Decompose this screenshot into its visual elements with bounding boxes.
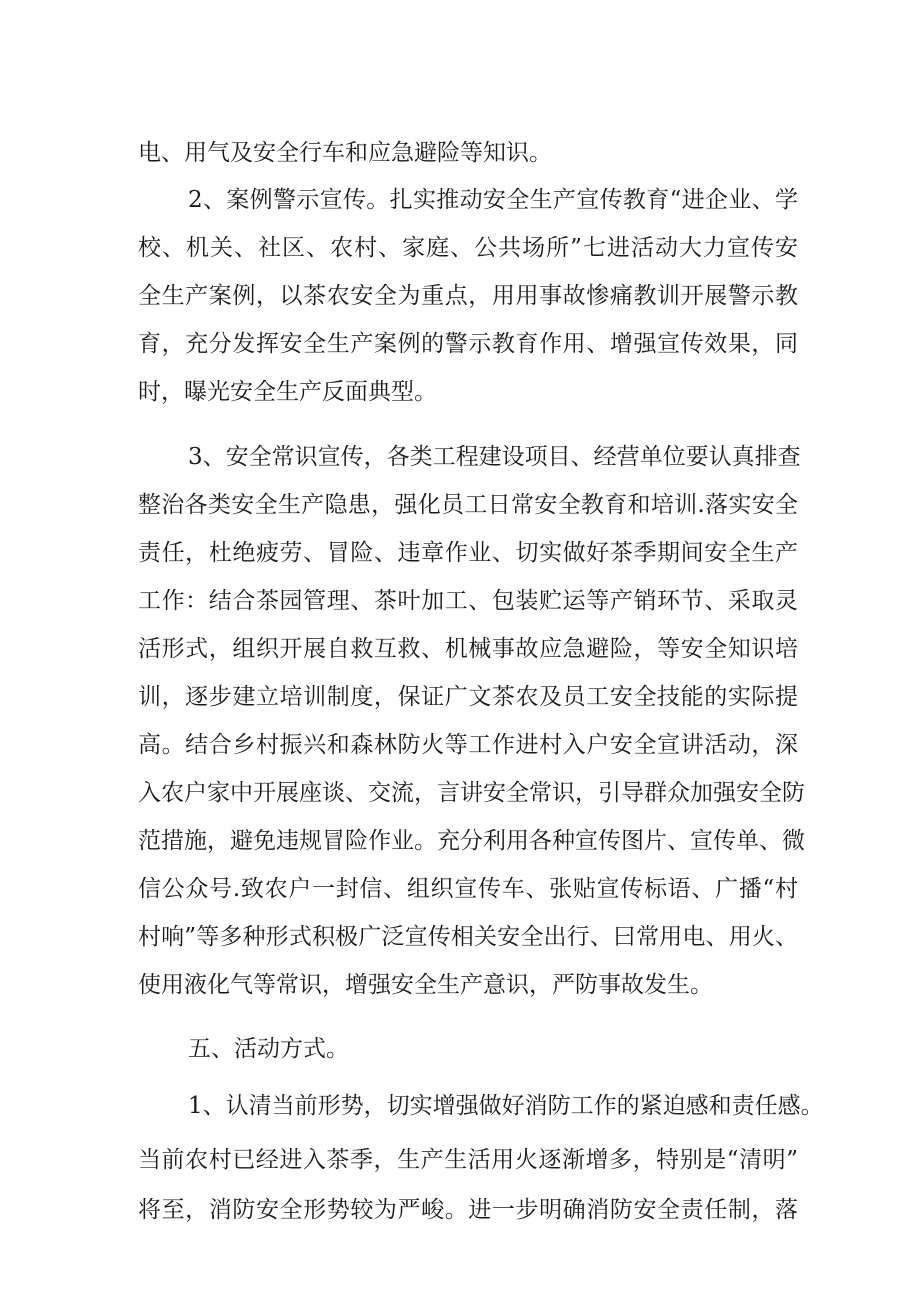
text-line: 整治各类安全生产隐患，强化员工日常安全教育和培训.落实安全 bbox=[138, 492, 798, 518]
text-line: 工作：结合茶园管理、茶叶加工、包装贮运等产销环节、采取灵 bbox=[138, 588, 798, 614]
text-line: 使用液化气等常识，增强安全生产意识，严防事故发生。 bbox=[138, 972, 713, 998]
text-line: 时，曝光安全生产反面典型。 bbox=[138, 379, 437, 405]
text-line: 村响”等多种形式积极广泛宣传相关安全出行、曰常用电、用火、 bbox=[138, 924, 798, 950]
text-line: 高。结合乡村振兴和森林防火等工作进村入户安全宣讲活动，深 bbox=[138, 732, 798, 758]
text-line: 3、安全常识宣传，各类工程建设项目、经营单位要认真排查 bbox=[188, 444, 801, 470]
text-line: 训，逐步建立培训制度，保证广文茶农及员工安全技能的实际提 bbox=[138, 684, 798, 710]
text-line: 当前农村已经进入茶季，生产生活用火逐渐增多，特别是“清明” bbox=[138, 1147, 798, 1173]
section-heading: 五、活动方式。 bbox=[188, 1036, 349, 1062]
text-line: 将至，消防安全形势较为严峻。进一步明确消防安全责任制，落 bbox=[138, 1197, 798, 1223]
text-line: 1、认清当前形势，切实增强做好消防工作的紧迫感和责任感。 bbox=[188, 1093, 824, 1119]
text-line: 2、案例警示宣传。扎实推动安全生产宣传教育“进企业、学 bbox=[188, 187, 798, 213]
text-line: 全生产案例，以茶农安全为重点，用用事故惨痛教训开展警示教 bbox=[138, 283, 798, 309]
text-line: 责任，杜绝疲劳、冒险、违章作业、切实做好茶季期间安全生产 bbox=[138, 540, 798, 566]
text-line: 活形式，组织开展自救互救、机械事故应急避险，等安全知识培 bbox=[138, 636, 798, 662]
text-line: 育，充分发挥安全生产案例的警示教育作用、增强宣传效果，同 bbox=[138, 331, 798, 357]
text-line: 校、机关、社区、农村、家庭、公共场所”七进活动大力宣传安 bbox=[138, 235, 798, 261]
text-line: 电、用气及安全行车和应急避险等知识。 bbox=[138, 140, 552, 166]
text-line: 信公众号.致农户一封信、组织宣传车、张贴宣传标语、广播“村 bbox=[138, 876, 798, 902]
text-line: 范措施，避免违规冒险作业。充分利用各种宣传图片、宣传单、微 bbox=[138, 828, 805, 854]
text-line: 入农户家中开展座谈、交流，言讲安全常识，引导群众加强安全防 bbox=[138, 780, 805, 806]
